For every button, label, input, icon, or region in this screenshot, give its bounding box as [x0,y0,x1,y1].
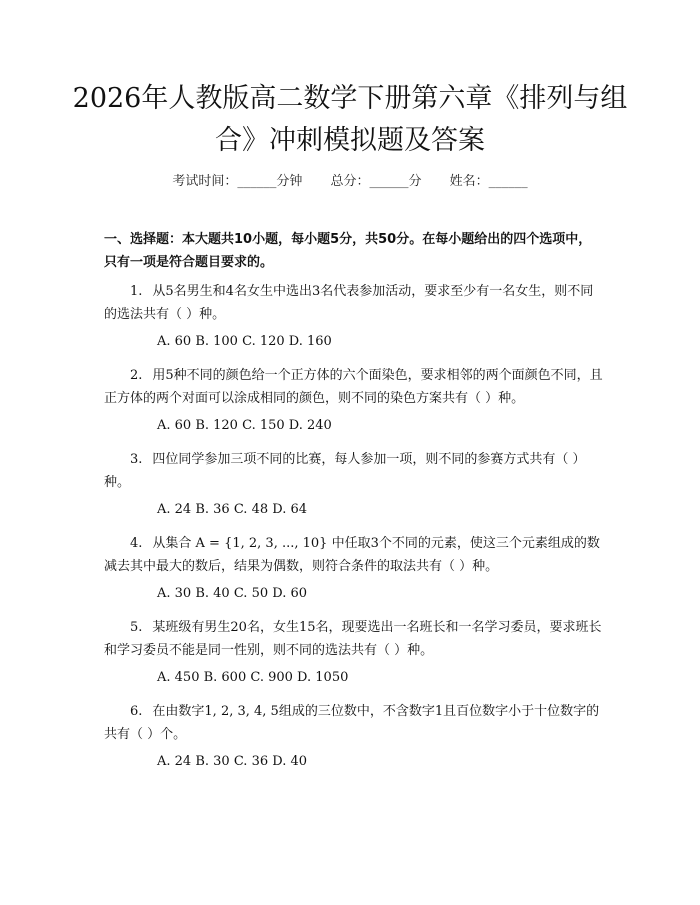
question-text: 某班级有男生20名，女生15名，现要选出一名班长和一名学习委员，要求班长和学习委员不能是同一性别，则不同的选法共有（ ）种。 [104,620,602,658]
exam-student-name: 姓名：______ [449,174,528,189]
question-1 [104,280,604,326]
question-text: 从集合 A = {1, 2, 3, ..., 10} 中任取3个不同的元素，使这三个元素组成的数减去其中最大的数后，结果为偶数，则符合条件的取法共有（ ）种。 [104,536,600,574]
question-4 [104,532,604,578]
question-number: 3. [130,452,143,467]
question-3-options: A. 24 B. 36 C. 48 D. 64 [157,502,308,517]
question-number: 5. [130,620,143,635]
question-6-options: A. 24 B. 30 C. 36 D. 40 [157,754,308,769]
exam-info [0,170,700,189]
question-number: 6. [130,704,143,719]
page-title: 2026年人教版高二数学下册第六章《排列与组合》冲刺模拟题及答案 [72,83,628,156]
question-text: 从5名男生和4名女生中选出3名代表参加活动，要求至少有一名女生，则不同的选法共有（ ）种。 [104,284,594,322]
question-3 [104,448,604,494]
question-4-options: A. 30 B. 40 C. 50 D. 60 [157,586,308,601]
question-5-options: A. 450 B. 600 C. 900 D. 1050 [157,670,349,685]
question-1-options: A. 60 B. 100 C. 120 D. 160 [157,334,332,349]
question-5 [104,616,604,662]
question-text: 用5种不同的颜色给一个正方体的六个面染色，要求相邻的两个面颜色不同，且正方体的两个对面可以涂成相同的颜色，则不同的染色方案共有（ ）种。 [104,368,603,406]
question-number: 4. [130,536,143,551]
question-text: 在由数字1, 2, 3, 4, 5组成的三位数中，不含数字1且百位数字小于十位数字的共有（ ）个。 [104,704,600,742]
exam-total-score: 总分：______分 [330,174,422,189]
question-number: 2. [130,368,143,383]
question-2 [104,364,604,410]
section-heading: 一、选择题：本大题共10小题，每小题5分，共50分。在每小题给出的四个选项中，只有一项是符合题目要求的。 [104,232,592,270]
question-6 [104,700,604,746]
question-2-options: A. 60 B. 120 C. 150 D. 240 [157,418,332,433]
question-number: 1. [130,284,143,299]
question-text: 四位同学参加三项不同的比赛，每人参加一项，则不同的参赛方式共有（ ）种。 [104,452,586,490]
exam-time: 考试时间：______分钟 [172,174,303,189]
